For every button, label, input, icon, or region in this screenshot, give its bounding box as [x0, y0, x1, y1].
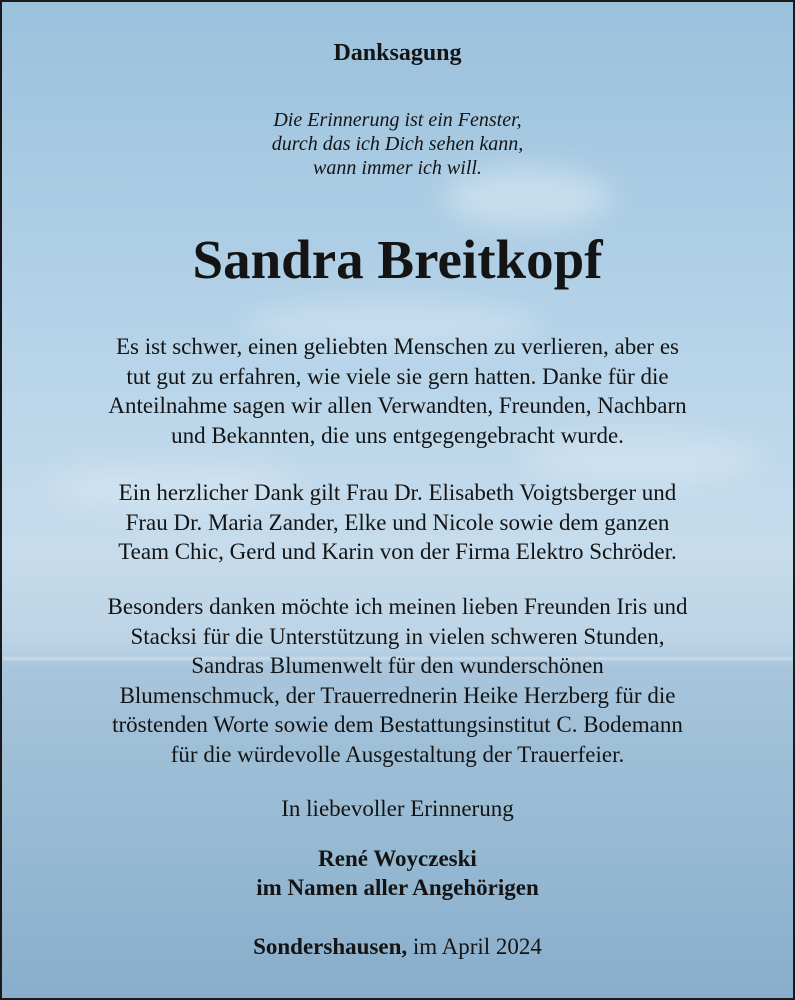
motto-line: Die Erinnerung ist ein Fenster,	[273, 109, 522, 131]
motto-line: durch das ich Dich sehen kann,	[271, 133, 524, 155]
paragraph-line: Ein herzlicher Dank gilt Frau Dr. Elisabeth Voigtsberger und	[118, 480, 677, 505]
motto-verse	[2, 108, 793, 180]
paragraph-line: Sandras Blumenwelt für den wunderschönen	[191, 653, 604, 678]
date-text: im April 2024	[407, 934, 542, 959]
paragraph-line: Es ist schwer, einen geliebten Menschen zu verlieren, aber es	[116, 334, 679, 359]
place-date	[2, 934, 793, 960]
paragraph-line: Team Chic, Gerd und Karin von der Firma Elektro Schröder.	[118, 539, 677, 564]
closing-phrase: In liebevoller Erinnerung	[281, 796, 514, 821]
deceased-name: Sandra Breitkopf	[192, 229, 603, 290]
heading: Danksagung	[333, 40, 462, 66]
paragraph-line: tut gut zu erfahren, wie viele sie gern hatten. Danke für die	[126, 363, 669, 389]
paragraph-line: für die würdevolle Ausgestaltung der Trauerfeier.	[170, 741, 625, 767]
paragraph-line: tröstenden Worte sowie dem Bestattungsinstitut C. Bodemann	[112, 712, 683, 737]
paragraph-line: Blumenschmuck, der Trauerrednerin Heike Herzberg für die	[119, 682, 676, 708]
paragraph-line: Anteilnahme sagen wir allen Verwandten, Freunden, Nachbarn	[108, 393, 687, 418]
paragraph-line: Besonders danken möchte ich meinen lieben Freunden Iris und	[107, 594, 688, 619]
paragraph-line: und Bekannten, die uns entgegengebracht wurde.	[171, 422, 624, 448]
paragraph-thanks	[2, 332, 793, 450]
motto-line: wann immer ich will.	[313, 157, 482, 179]
signature-relation: im Namen aller Angehörigen	[256, 875, 539, 900]
paragraph-friends	[2, 592, 793, 769]
paragraph-line: Frau Dr. Maria Zander, Elke und Nicole sowie dem ganzen	[125, 509, 670, 535]
signature-name: René Woyczeski	[318, 846, 477, 871]
place-city: Sondershausen,	[253, 934, 408, 959]
paragraph-line: Stacksi für die Unterstützung in vielen schweren Stunden,	[130, 623, 665, 649]
signature	[2, 844, 793, 902]
paragraph-doctors	[2, 478, 793, 567]
notice-content	[2, 2, 793, 998]
